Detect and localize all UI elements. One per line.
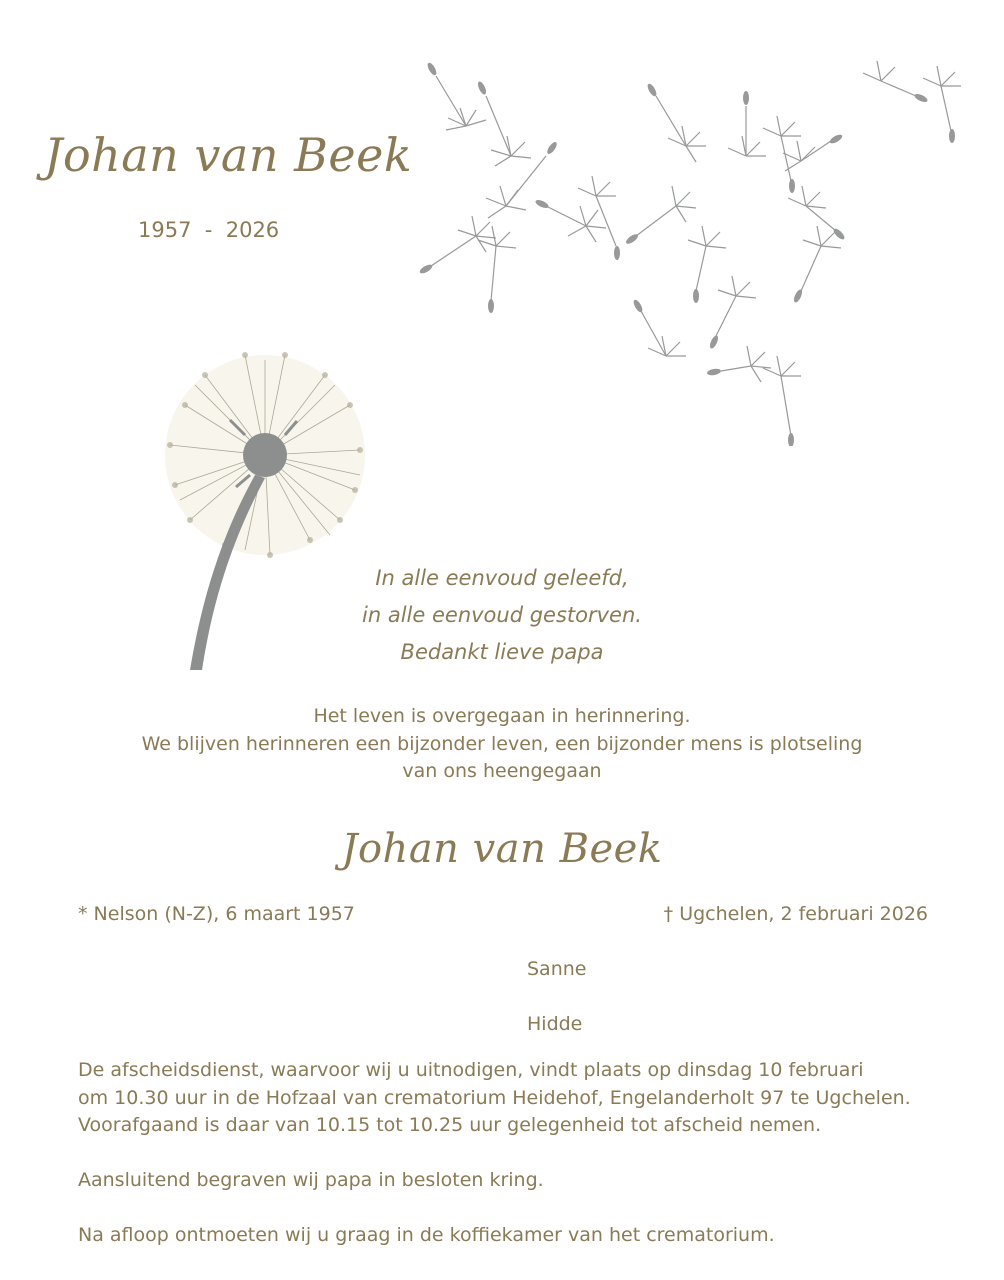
relative-name: Sanne <box>527 958 587 980</box>
death-info: † Ugchelen, 2 februari 2026 <box>663 903 928 925</box>
service-info <box>78 1057 958 1140</box>
intro-line: Het leven is overgegaan in herinnering. <box>313 705 691 727</box>
poem-line: Bedankt lieve papa <box>400 640 604 664</box>
burial-info: Aansluitend begraven wij papa in besloten kring. <box>78 1169 544 1191</box>
service-line: De afscheidsdienst, waarvoor wij u uitnodigen, vindt plaats op dinsdag 10 februari <box>78 1059 864 1081</box>
birth-info: * Nelson (N-Z), 6 maart 1957 <box>78 903 355 925</box>
relative-name: Hidde <box>527 1013 583 1035</box>
intro-line: We blijven herinneren een bijzonder leven, een bijzonder mens is plotseling <box>141 732 863 755</box>
header-years: 1957 - 2026 <box>138 218 280 242</box>
service-line: Voorafgaand is daar van 10.15 tot 10.25 uur gelegenheid tot afscheid nemen. <box>78 1114 822 1136</box>
deceased-name: Johan van Beek <box>341 826 663 872</box>
service-line: om 10.30 uur in de Hofzaal van crematorium Heidehof, Engelanderholt 97 te Ugchelen. <box>78 1086 911 1109</box>
poem <box>0 560 1004 671</box>
intro-line: van ons heengegaan <box>402 760 602 782</box>
intro-text <box>0 703 1004 786</box>
poem-line: In alle eenvoud geleefd, <box>375 566 629 590</box>
poem-line: in alle eenvoud gestorven. <box>362 603 642 627</box>
dandelion-seeds-icon <box>396 36 976 446</box>
coffee-info: Na afloop ontmoeten wij u graag in de koffiekamer van het crematorium. <box>78 1224 775 1246</box>
seed-group-1 <box>426 61 486 130</box>
header-name: Johan van Beek <box>44 128 413 182</box>
